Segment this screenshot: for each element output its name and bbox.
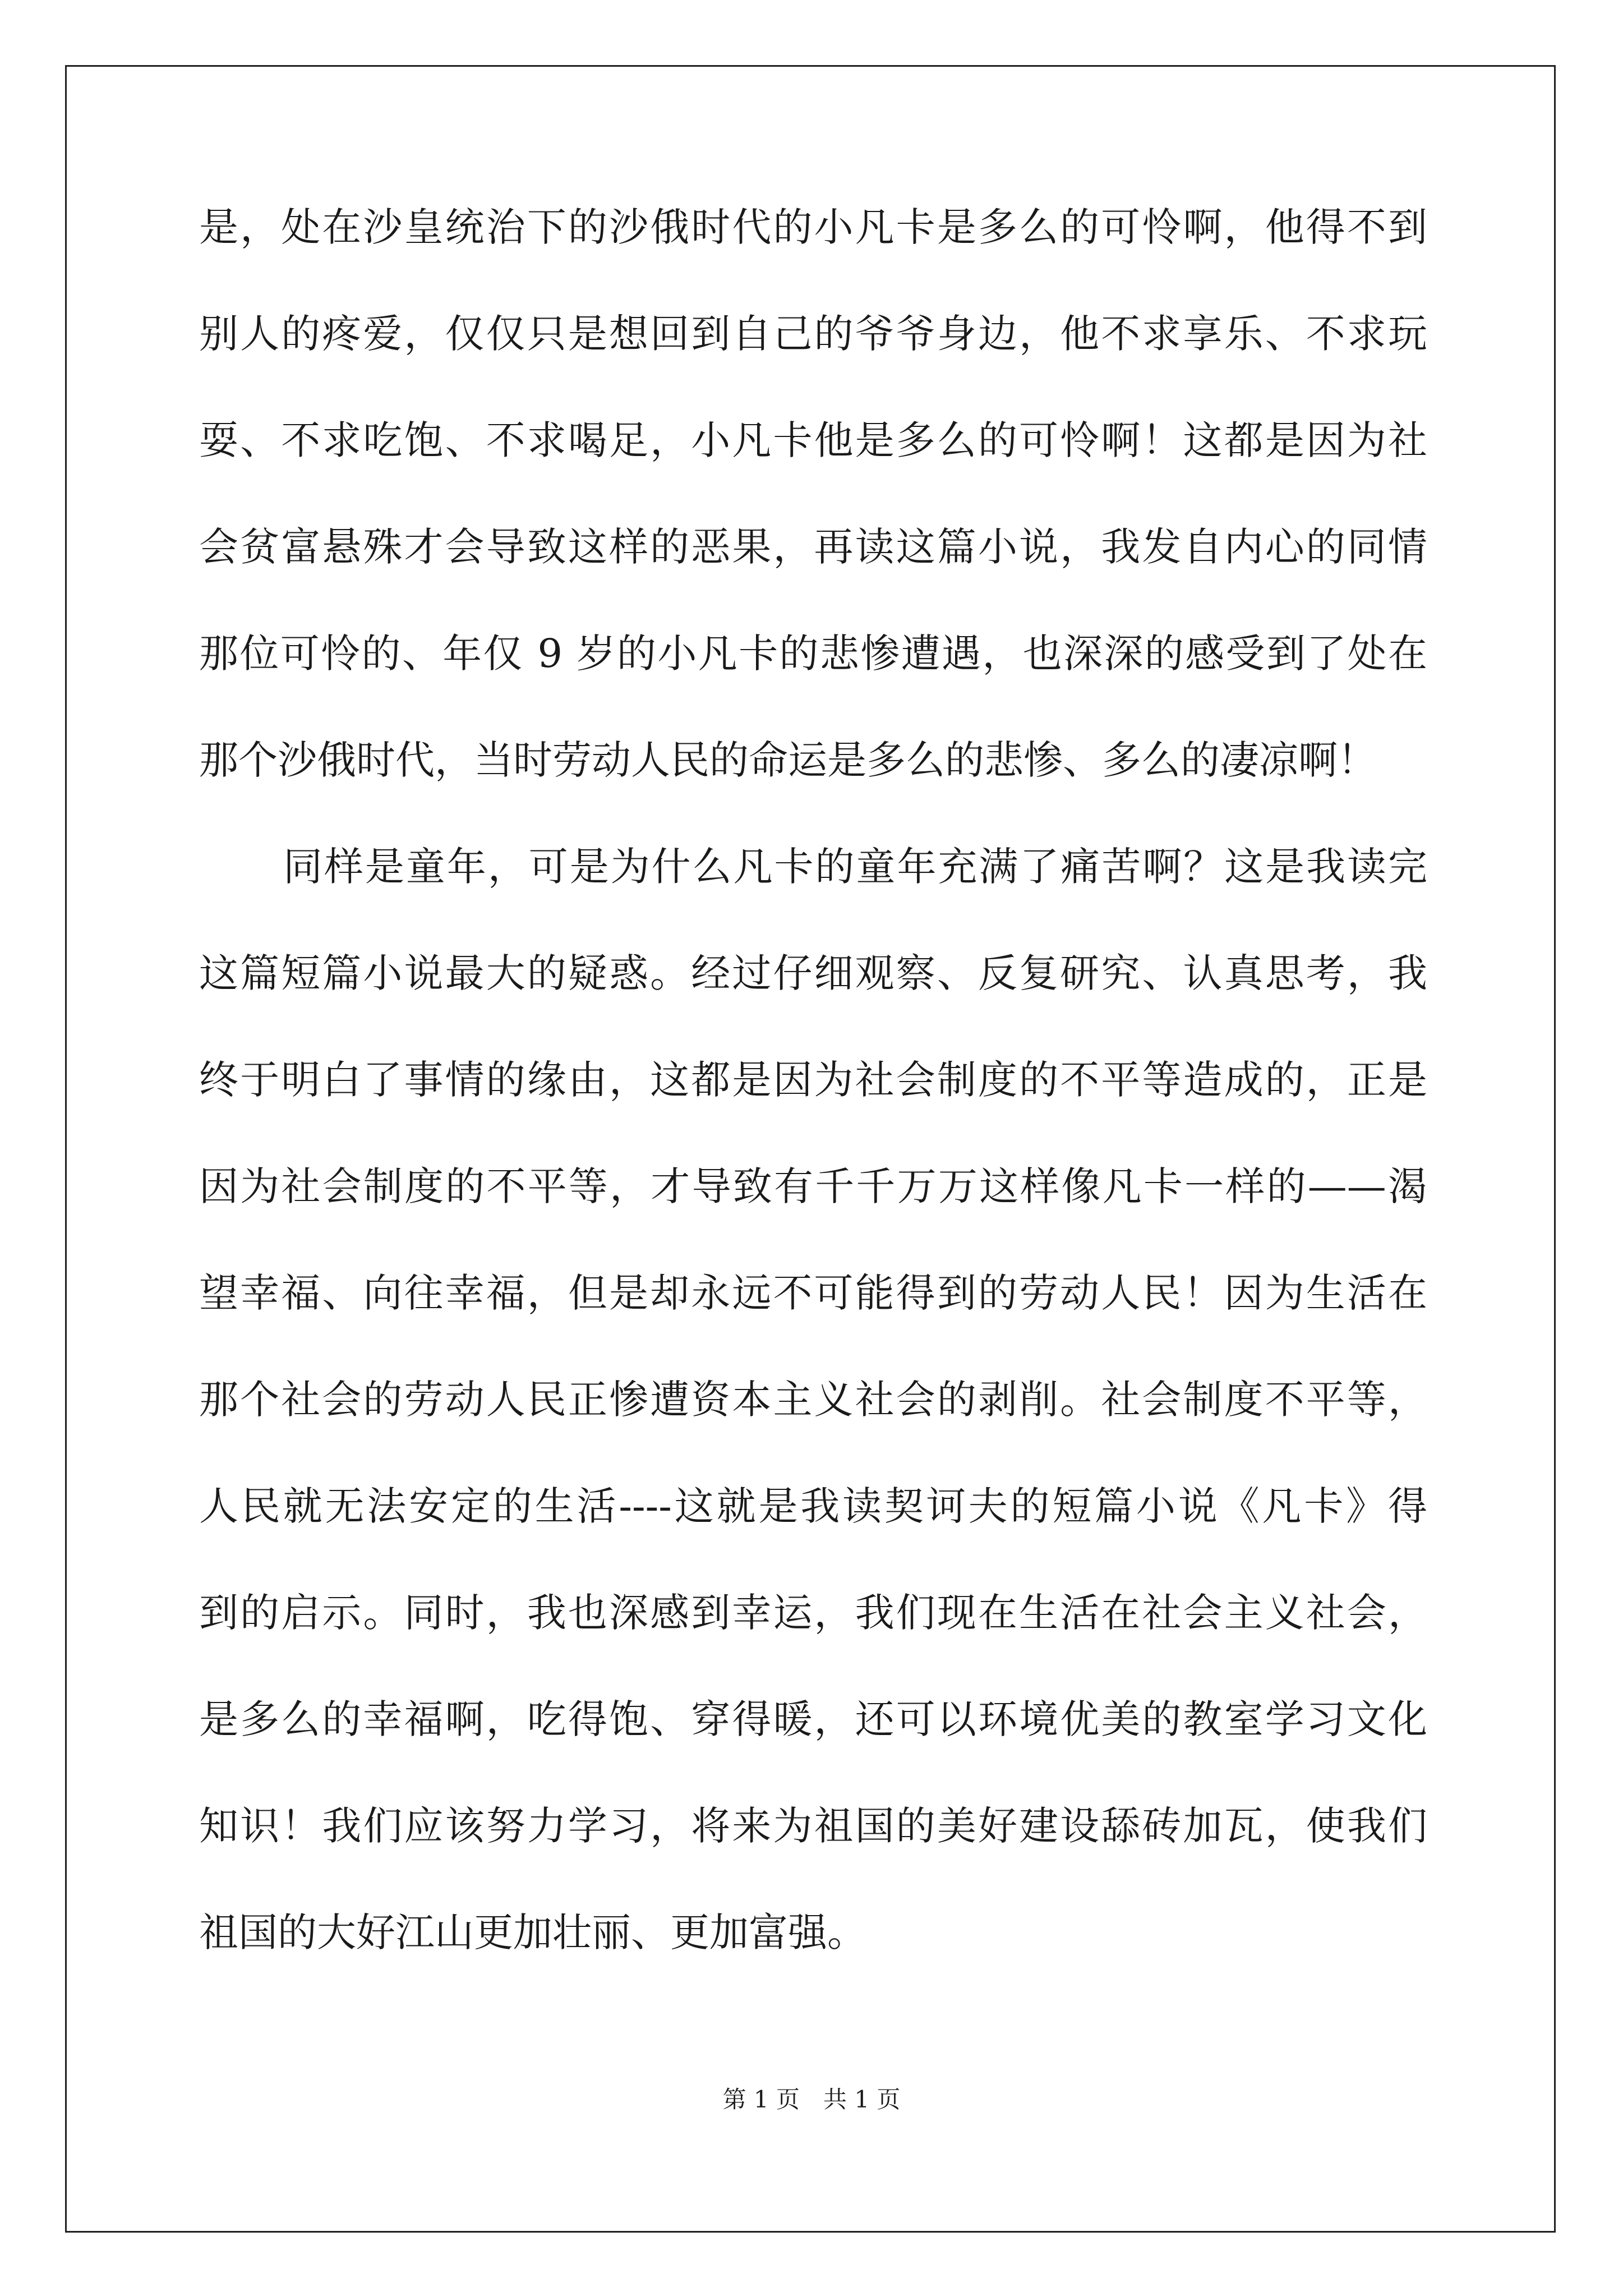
text-line: 别人的疼爱，仅仅只是想回到自己的爷爷身边，他不求享乐、不求玩 <box>199 311 1427 357</box>
text-line: 同样是童年，可是为什么凡卡的童年充满了痛苦啊？这是我读完 <box>283 844 1427 890</box>
page-number-footer: 第 1 页 共 1 页 <box>722 2086 901 2113</box>
text-line: 祖国的大好江山更加壮丽、更加富强。 <box>199 1910 866 1955</box>
text-line: 那个沙俄时代，当时劳动人民的命运是多么的悲惨、多么的凄凉啊！ <box>199 737 1377 783</box>
text-line: 因为社会制度的不平等，才导致有千千万万这样像凡卡一样的——渴 <box>199 1163 1427 1209</box>
text-line: 那位可怜的、年仅 9 岁的小凡卡的悲惨遭遇，也深深的感受到了处在 <box>199 631 1427 677</box>
text-line: 会贫富悬殊才会导致这样的恶果，再读这篇小说，我发自内心的同情 <box>199 524 1427 570</box>
text-line: 耍、不求吃饱、不求喝足，小凡卡他是多么的可怜啊！这都是因为社 <box>199 417 1427 463</box>
text-line: 那个社会的劳动人民正惨遭资本主义社会的剥削。社会制度不平等， <box>199 1377 1427 1423</box>
text-line: 望幸福、向往幸福，但是却永远不可能得到的劳动人民！因为生活在 <box>199 1270 1427 1316</box>
text-line: 这篇短篇小说最大的疑惑。经过仔细观察、反复研究、认真思考，我 <box>199 950 1427 996</box>
text-line: 人民就无法安定的生活----这就是我读契诃夫的短篇小说《凡卡》得 <box>199 1483 1427 1529</box>
text-line: 到的启示。同时，我也深感到幸运，我们现在生活在社会主义社会， <box>199 1590 1427 1636</box>
document-body <box>199 204 1427 2019</box>
text-line: 终于明白了事情的缘由，这都是因为社会制度的不平等造成的，正是 <box>199 1057 1427 1103</box>
text-line: 是多么的幸福啊，吃得饱、穿得暖，还可以环境优美的教室学习文化 <box>199 1696 1427 1742</box>
text-line: 知识！我们应该努力学习，将来为祖国的美好建设舔砖加瓦，使我们 <box>199 1803 1427 1849</box>
text-line: 是，处在沙皇统治下的沙俄时代的小凡卡是多么的可怜啊，他得不到 <box>199 204 1427 250</box>
